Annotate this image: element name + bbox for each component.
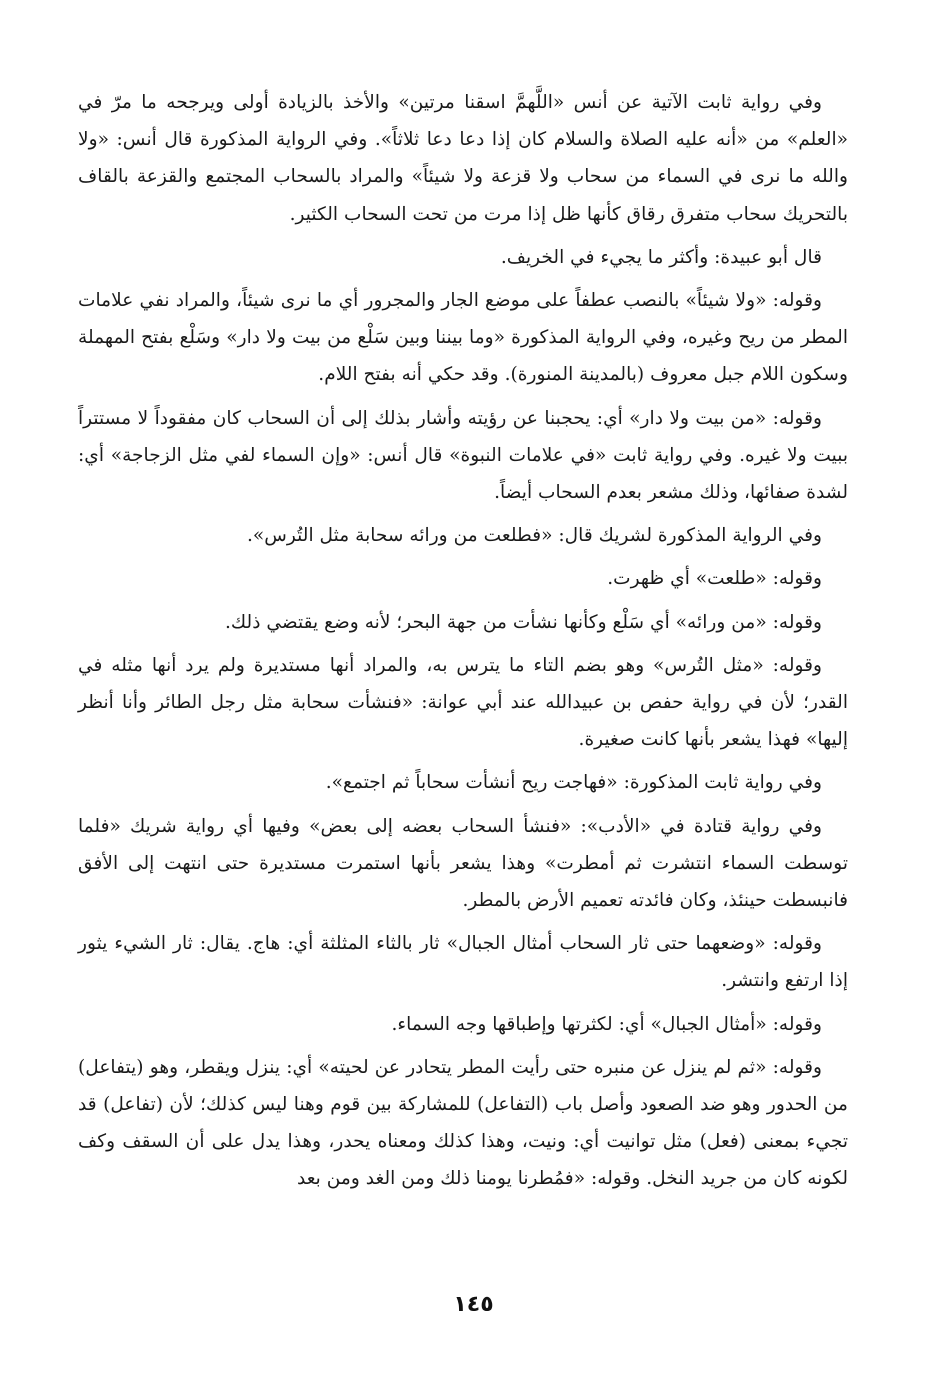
paragraph-9: وفي رواية ثابت المذكورة: «فهاجت ريح أنشأت سحاباً ثم اجتمع». <box>325 772 822 794</box>
paragraph-2: قال أبو عبيدة: وأكثر ما يجيء في الخريف. <box>500 246 822 268</box>
paragraph-12: وقوله: «أمثال الجبال» أي: لكثرتها وإطباقها وجه السماء. <box>391 1013 822 1035</box>
paragraph-8: وقوله: «مثل التُرس» وهو بضم التاء ما يترس به، والمراد أنها مستديرة ولم يرد أنها مثله في القدر؛ لأن في رواية حفص بن عبيدالله عند أبي عوانة: «فنشأت سحابة مثل رجل الطائر وأنا أنظر إليها» فهذا يشعر بأنها كانت صغيرة. <box>78 654 848 751</box>
paragraph-7: وقوله: «من ورائه» أي سَلْع وكأنها نشأت من جهة البحر؛ لأنه وضع يقتضي ذلك. <box>224 611 822 633</box>
paragraph-1: وفي رواية ثابت الآتية عن أنس «اللَّهمَّ اسقنا مرتين» والأخذ بالزيادة أولى ويرجحه ما مرّ في «العلم» من «أنه عليه الصلاة والسلام كان إذا دعا دعا ثلاثاً». وفي الرواية المذكورة قال أنس: «ولا والله ما نرى في السماء من سحاب ولا قزعة ولا شيئاً» والمراد بالسحاب المجتمع والقزعة بالقاف بالتحريك سحاب متفرق رقاق كأنها ظل إذا مرت من تحت السحاب الكثير. <box>78 92 848 225</box>
paragraph-5: وفي الرواية المذكورة لشريك قال: «فطلعت من ورائه سحابة مثل التُرس». <box>246 525 822 547</box>
paragraph-4: وقوله: «من بيت ولا دار» أي: يحجبنا عن رؤيته وأشار بذلك إلى أن السحاب كان مفقوداً لا مستتراً ببيت ولا غيره. وفي رواية ثابت «في علامات النبوة» قال أنس: «وإن السماء لفي مثل الزجاجة» أي: لشدة صفائها، وذلك مشعر بعدم السحاب أيضاً. <box>78 407 848 504</box>
page-number: ١٤٥ <box>453 1292 494 1317</box>
paragraph-13: وقوله: «ثم لم ينزل عن منبره حتى رأيت المطر يتحادر عن لحيته» أي: ينزل ويقطر، وهو (يتفاعل) من الحدور وهو ضد الصعود وأصل باب (التفاعل) للمشاركة بين قوم وهنا ليس كذلك؛ لأن (تفاعل) قد تجيء بمعنى (فعل) مثل توانيت أي: ونيت، وهذا كذلك ومعناه يحدر، وهذا يدل على أن السقف وكف لكونه كان من جريد النخل. وقوله: «فمُطرنا يومنا ذلك ومن الغد ومن بعد <box>78 1056 848 1190</box>
paragraph-6: وقوله: «طلعت» أي ظهرت. <box>607 568 822 590</box>
paragraph-11: وقوله: «وضعهما حتى ثار السحاب أمثال الجبال» ثار بالثاء المثلثة أي: هاج. يقال: ثار الشيء يثور إذا ارتفع وانتشر. <box>78 933 848 992</box>
page-body <box>78 84 848 1198</box>
paragraph-10: وفي رواية قتادة في «الأدب»: «فنشأ السحاب بعضه إلى بعض» وفيها أي رواية شريك «فلما توسطت السماء انتشرت ثم أمطرت» وهذا يشعر بأنها استمرت مستديرة حتى انتهت إلى الأفق فانبسطت حينئذ، وكان فائدته تعميم الأرض بالمطر. <box>78 815 848 912</box>
paragraph-3: وقوله: «ولا شيئاً» بالنصب عطفاً على موضع الجار والمجرور أي ما نرى شيئاً، والمراد نفي علامات المطر من ريح وغيره، وفي الرواية المذكورة «وما بيننا وبين سَلْع من بيت ولا دار» وسَلْع بفتح المهملة وسكون اللام جبل معروف (بالمدينة المنورة). وقد حكي أنه بفتح اللام. <box>78 290 848 386</box>
